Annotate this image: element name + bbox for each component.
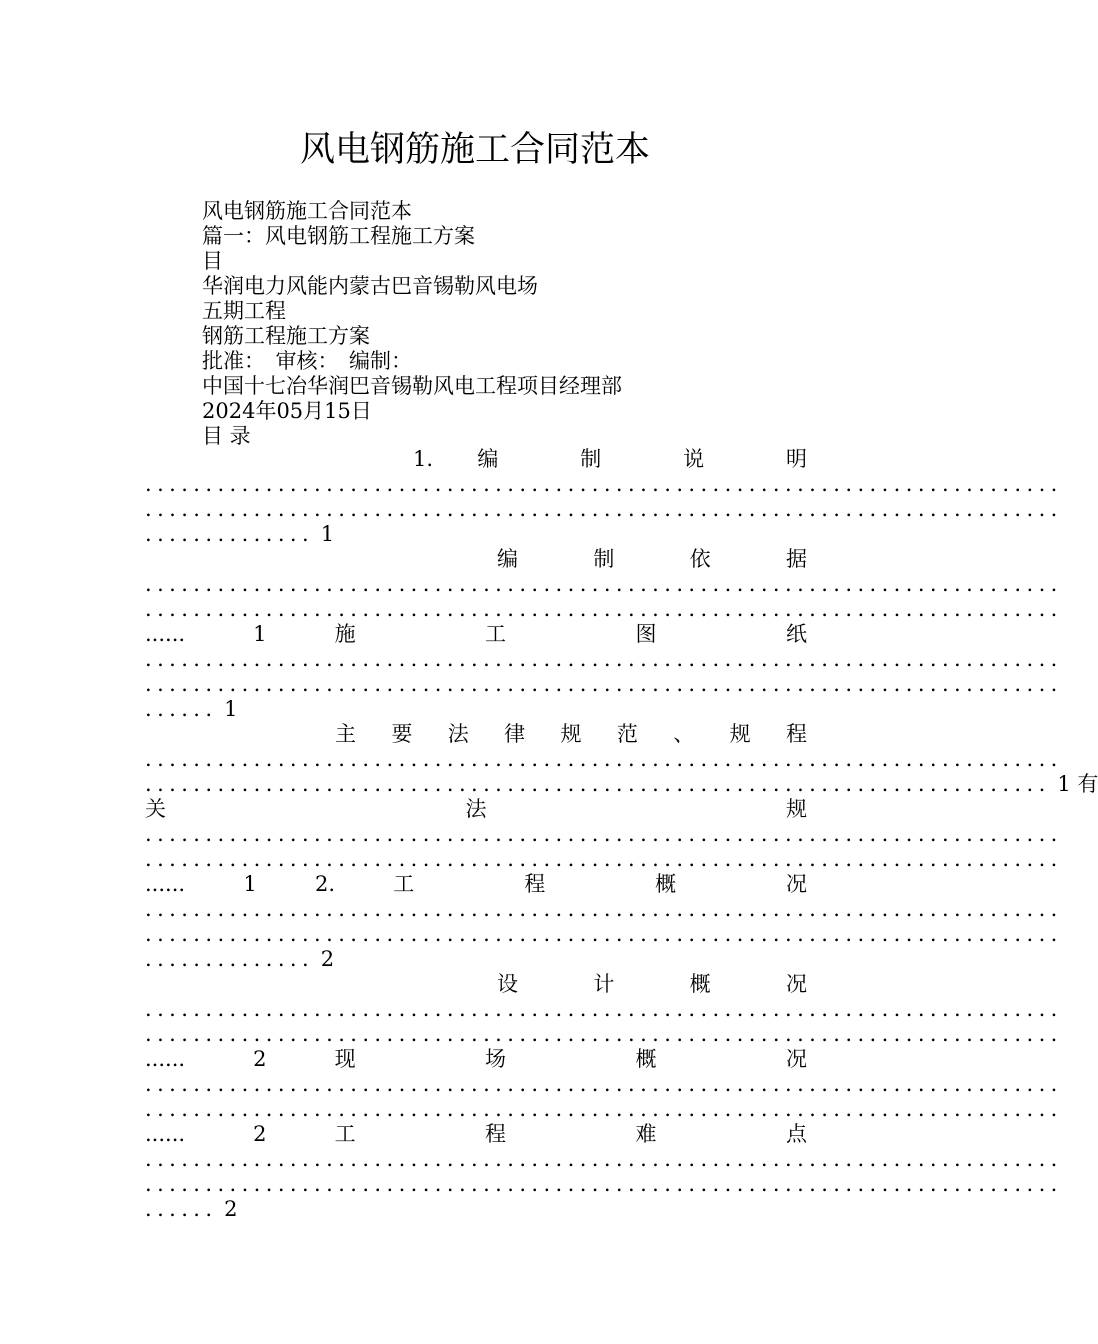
toc-line: 1. 编 制 说 明 (413, 447, 807, 471)
document-title: 风电钢筋施工合同范本 (299, 130, 650, 170)
toc-line (145, 1197, 807, 1222)
toc-line: ............................................................................ (145, 747, 1063, 771)
intro-line: 中国十七冶华润巴音锡勒风电工程项目经理部 (202, 374, 622, 398)
toc-line: 主 要 法 律 规 范 、 规 程 (335, 722, 807, 746)
intro-line: 批准： 审核： 编制： (202, 349, 412, 373)
toc-line: ............................................................................ (145, 1172, 1063, 1196)
toc-line: ...... 1 2. 工 程 概 况 (145, 872, 807, 896)
toc-line: ............................................................................ (145, 672, 1063, 696)
toc-line: ............................................................................ (145, 472, 1063, 496)
toc-leader-dots: .............. (145, 947, 315, 971)
toc-line: ............................................................................ (145, 497, 1063, 521)
toc-line: ............................................................................ (145, 1072, 1063, 1096)
intro-line: 篇一：风电钢筋工程施工方案 (202, 224, 475, 248)
toc-line (145, 697, 807, 722)
intro-block (202, 199, 822, 449)
toc-line: ............................................................................ (145, 922, 1063, 946)
toc-page-number: 1 (314, 522, 335, 546)
toc-line: 关 法 规 (145, 797, 807, 821)
toc-page-number: 1 有 (1050, 772, 1098, 796)
toc-line: ...... 2 现 场 概 况 (145, 1047, 807, 1071)
toc-page-number: 2 (217, 1197, 238, 1221)
intro-line: 华润电力风能内蒙古巴音锡勒风电场 (202, 274, 538, 298)
intro-line: 目 录 (202, 424, 251, 448)
toc-leader-dots: .............. (145, 522, 315, 546)
toc-line: ............................................................................ (145, 572, 1063, 596)
toc-line: 编 制 依 据 (497, 547, 807, 571)
toc-line: ............................................................................ (145, 997, 1063, 1021)
intro-line: 目 (202, 249, 223, 273)
intro-line: 风电钢筋施工合同范本 (202, 199, 412, 223)
toc-leader-dots: ...... (145, 697, 218, 721)
toc-line: ...... 1 施 工 图 纸 (145, 622, 807, 646)
toc-line: ............................................................................ (145, 1022, 1063, 1046)
toc-page-number: 1 (217, 697, 238, 721)
toc-line: ............................................................................ (145, 1147, 1063, 1171)
toc-line: ............................................................................ (145, 822, 1063, 846)
intro-line: 钢筋工程施工方案 (202, 324, 370, 348)
toc-line (145, 522, 807, 547)
table-of-contents (145, 447, 1098, 1222)
toc-line: ............................................................................ (145, 847, 1063, 871)
toc-line: ............................................................................ (145, 897, 1063, 921)
toc-line: ............................................................................ (145, 647, 1063, 671)
toc-leader-dots: ...... (145, 1197, 218, 1221)
intro-line: 2024年05月15日 (202, 399, 372, 423)
toc-page-number: 2 (314, 947, 335, 971)
toc-line (145, 947, 807, 972)
intro-line: 五期工程 (202, 299, 286, 323)
toc-line: ...... 2 工 程 难 点 (145, 1122, 807, 1146)
toc-line: ............................................................................ (145, 1097, 1063, 1121)
toc-line: 设 计 概 况 (497, 972, 807, 996)
toc-leader-dots: ........................................................................... (145, 772, 1051, 796)
toc-line (145, 772, 1098, 797)
toc-line: ............................................................................ (145, 597, 1063, 621)
